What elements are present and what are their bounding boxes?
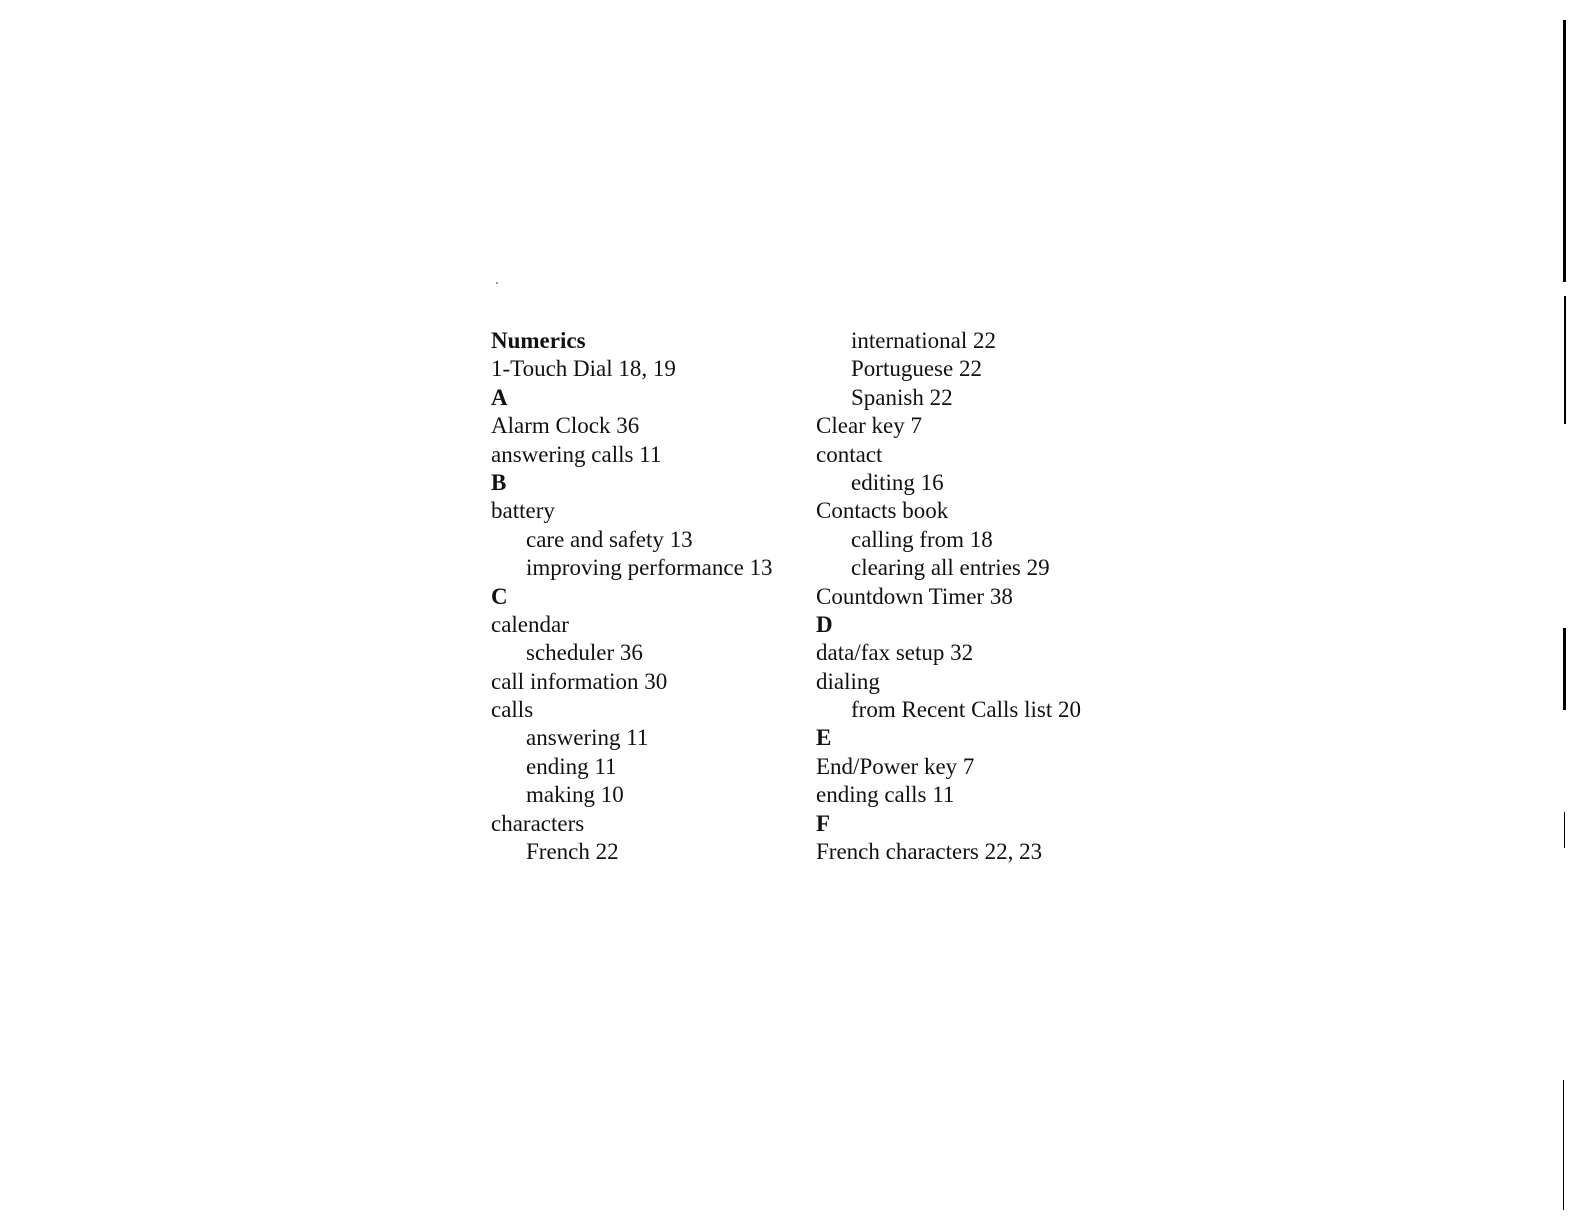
index-letter-heading: D [816,611,833,637]
index-subentry: care and safety 13 [526,526,693,552]
index-subentry: Portuguese 22 [851,356,982,382]
index-entry: End/Power key 7 [816,753,975,779]
index-letter-heading: C [491,583,508,609]
index-subentry: scheduler 36 [526,640,643,666]
index-letter-heading: E [816,725,832,751]
index-subentry: French 22 [526,839,619,865]
index-entry: Alarm Clock 36 [491,413,640,439]
scan-edge-mark [1564,296,1566,424]
index-entry: Contacts book [816,498,949,524]
index-subentry: international 22 [851,328,996,353]
index-column-right [816,327,1081,866]
index-subentry: ending 11 [526,753,617,779]
index-subentry: clearing all entries 29 [851,555,1050,581]
index-letter-heading: Numerics [491,328,586,353]
index-subentry: from Recent Calls list 20 [851,697,1081,723]
scan-edge-mark [1563,20,1566,282]
index-entry: answering calls 11 [491,441,662,467]
index-subentry: Spanish 22 [851,384,953,410]
index-entry: call information 30 [491,668,668,694]
index-entry: Clear key 7 [816,413,923,439]
index-column-left [491,327,773,866]
index-entry: contact [816,441,883,467]
index-entry: dialing [816,668,880,694]
index-entry: characters [491,810,585,836]
index-entry: ending calls 11 [816,782,955,808]
scan-edge-mark [1564,812,1565,848]
index-entry: data/fax setup 32 [816,640,974,666]
index-subentry: answering 11 [526,725,649,751]
index-entry: calls [491,697,534,723]
scan-edge-mark [1563,1080,1564,1210]
index-entry: Countdown Timer 38 [816,583,1013,609]
scan-speck [496,282,498,284]
index-letter-heading: F [816,810,831,836]
index-subentry: editing 16 [851,469,944,495]
index-entry: 1-Touch Dial 18, 19 [491,356,676,382]
index-subentry: calling from 18 [851,526,993,552]
index-entry: battery [491,498,555,524]
index-entry: calendar [491,611,569,637]
scan-edge-mark [1563,628,1566,710]
index-letter-heading: A [491,384,508,410]
index-subentry: improving performance 13 [526,555,773,581]
index-entry: French characters 22, 23 [816,839,1043,865]
index-subentry: making 10 [526,782,624,808]
index-letter-heading: B [491,469,507,495]
